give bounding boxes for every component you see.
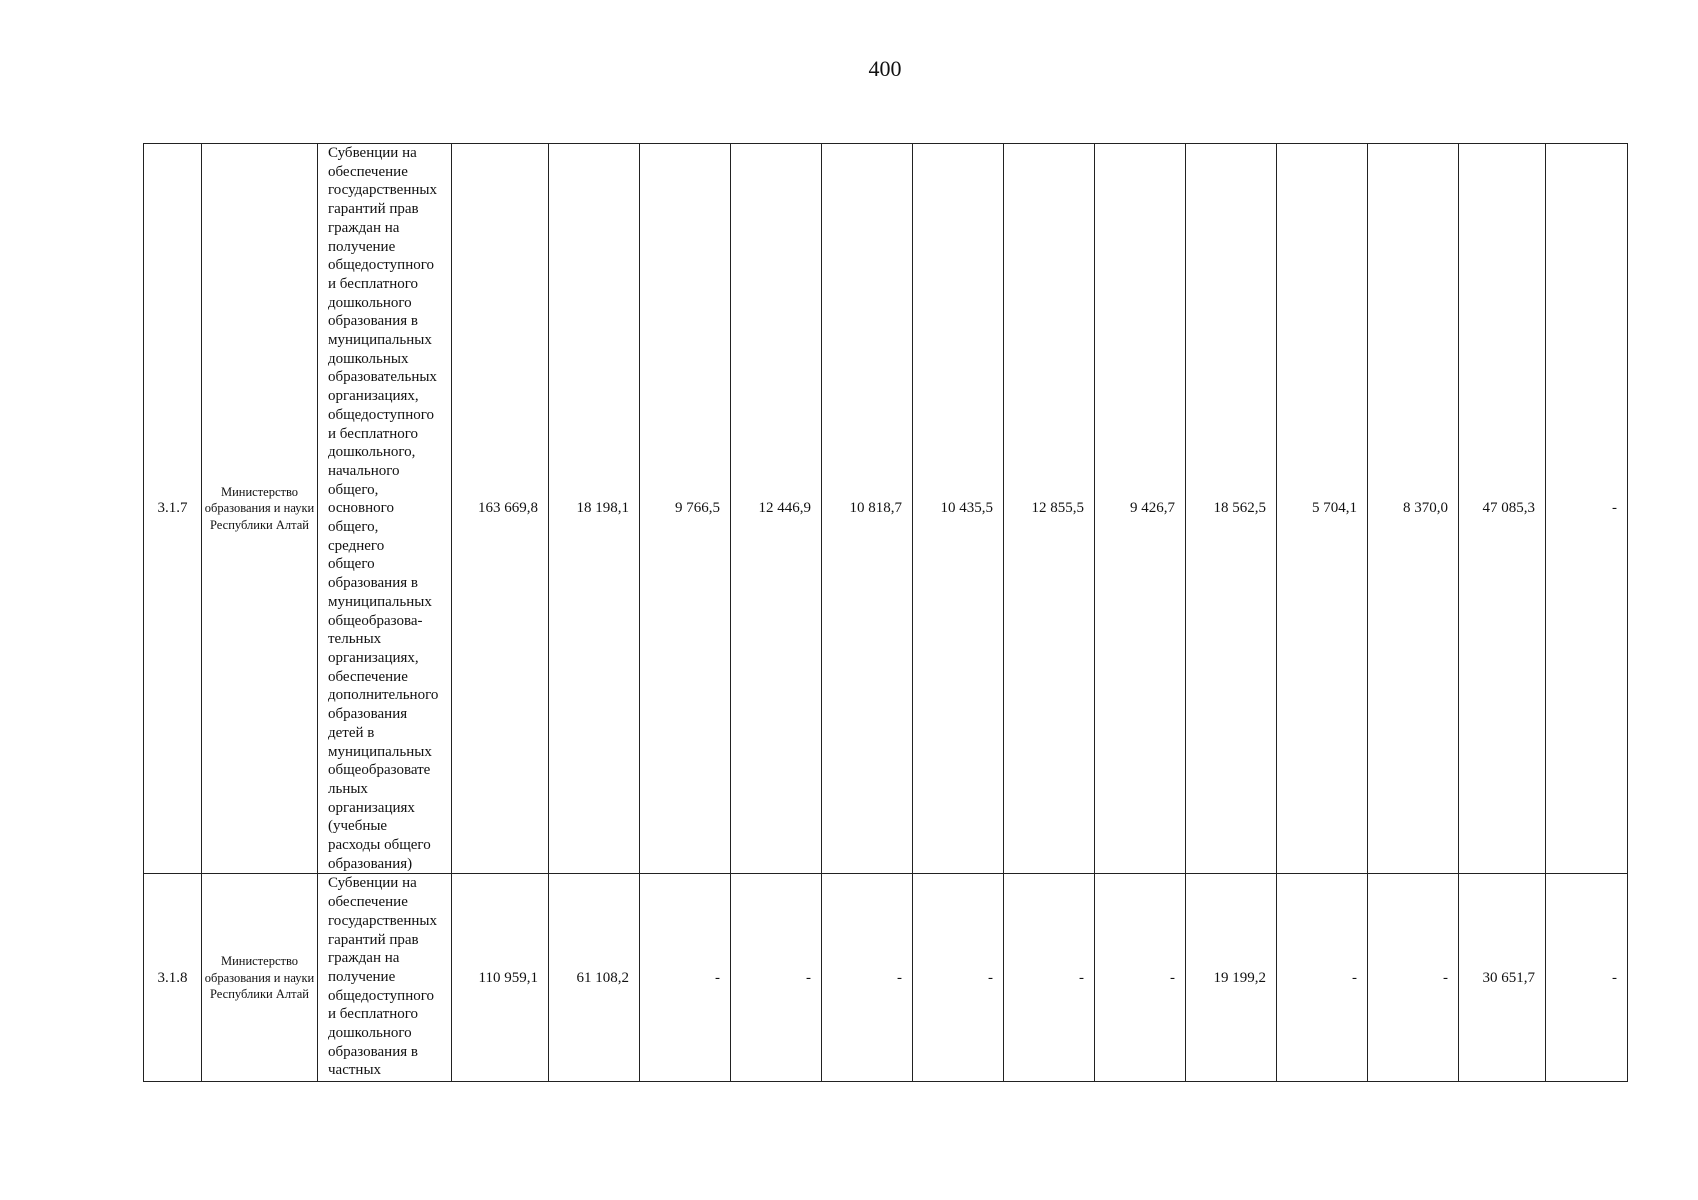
value-cell: - — [1368, 874, 1459, 1082]
value-cell: - — [1004, 874, 1095, 1082]
value-cell: 47 085,3 — [1459, 144, 1546, 874]
value-cell: - — [913, 874, 1004, 1082]
ministry-name: Министерство образования и науки Республики Алтай — [202, 874, 318, 1082]
value-cell: 61 108,2 — [549, 874, 640, 1082]
value-cell: 10 435,5 — [913, 144, 1004, 874]
value-cell: 18 562,5 — [1186, 144, 1277, 874]
value-cell: 163 669,8 — [452, 144, 549, 874]
value-cell: 9 426,7 — [1095, 144, 1186, 874]
value-cell: - — [1095, 874, 1186, 1082]
value-cell: 12 446,9 — [731, 144, 822, 874]
value-cell: 30 651,7 — [1459, 874, 1546, 1082]
value-cell: 9 766,5 — [640, 144, 731, 874]
value-cell: - — [822, 874, 913, 1082]
page-number: 400 — [868, 56, 902, 81]
value-cell: - — [640, 874, 731, 1082]
measure-description: Субвенции на обеспечение государственных гарантий прав граждан на получение общедоступного и бесплатного дошкольного образования в муниципальных дошкольных образовательных организациях, общедоступного и бесплатного дошкольного, начального общего, основного общего, среднего общего образования в муниципальных общеобразова- тельных организациях, обеспечение дополнительного образования детей в муниципальных общеобразовате льных организациях (учебные расходы общего образования) — [318, 144, 452, 874]
measure-description: Субвенции на обеспечение государственных гарантий прав граждан на получение общедоступного и бесплатного дошкольного образования в частных — [318, 874, 452, 1082]
value-cell: - — [1277, 874, 1368, 1082]
row-number: 3.1.8 — [144, 874, 202, 1082]
value-cell: 110 959,1 — [452, 874, 549, 1082]
value-cell: 5 704,1 — [1277, 144, 1368, 874]
value-cell: 12 855,5 — [1004, 144, 1095, 874]
value-cell: 8 370,0 — [1368, 144, 1459, 874]
value-cell: 18 198,1 — [549, 144, 640, 874]
table-row — [144, 144, 1628, 874]
table-row — [144, 874, 1628, 1082]
budget-table — [143, 143, 1628, 1082]
value-cell: 10 818,7 — [822, 144, 913, 874]
value-cell: - — [1546, 874, 1628, 1082]
value-cell: - — [731, 874, 822, 1082]
ministry-name: Министерство образования и науки Республики Алтай — [202, 144, 318, 874]
value-cell: 19 199,2 — [1186, 874, 1277, 1082]
value-cell: - — [1546, 144, 1628, 874]
row-number: 3.1.7 — [144, 144, 202, 874]
